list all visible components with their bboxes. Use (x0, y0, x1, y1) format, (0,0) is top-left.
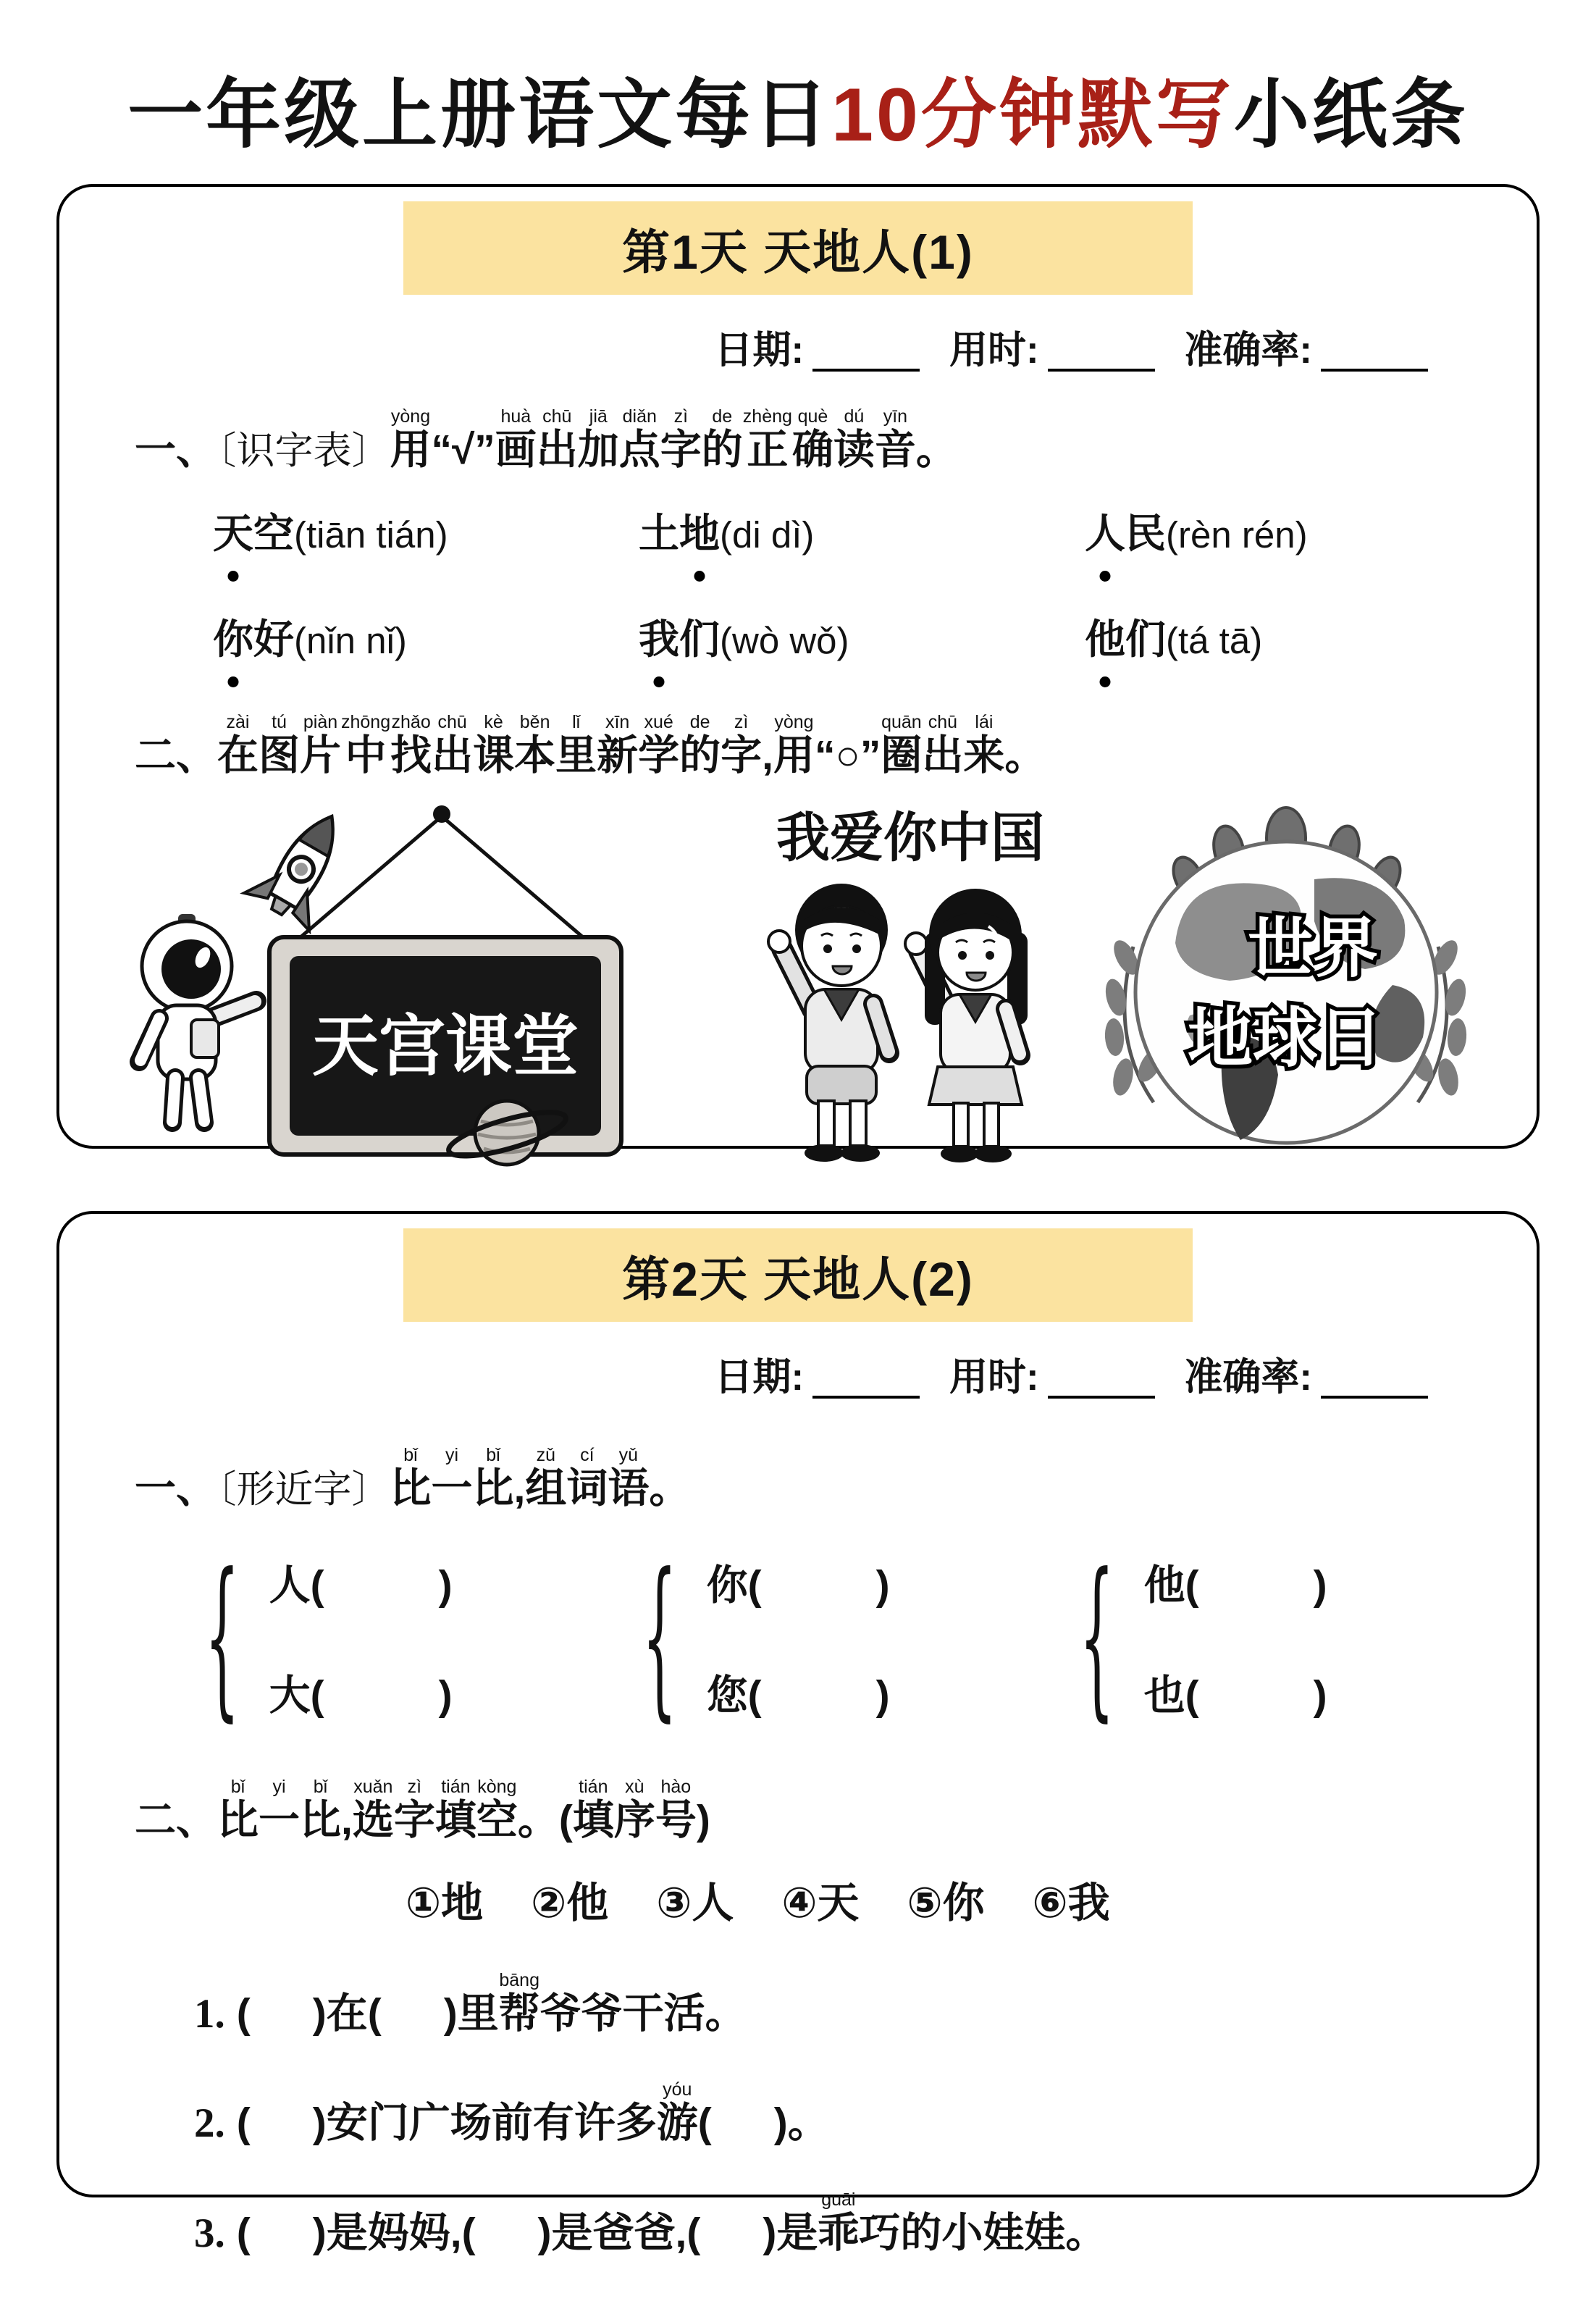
choice-item: ④天 (781, 1880, 860, 1927)
day2-section1-heading (135, 1446, 1537, 1513)
paren-open: ( (461, 2209, 476, 2256)
brace-glyph: { (1079, 1536, 1114, 1737)
word-item (213, 502, 639, 560)
paren-open: ( (236, 1990, 251, 2037)
period: 。 (517, 1796, 559, 1843)
word-item (1085, 502, 1537, 560)
sentence-2 (194, 2081, 1537, 2148)
hanzi: 我 (639, 608, 679, 666)
paren-open: ( (747, 1562, 762, 1609)
page-title-part2: 小纸条 (1233, 73, 1469, 157)
day2-choice-row (406, 1869, 1537, 1929)
paren-open: ( (747, 1672, 762, 1719)
paren-close: ) (875, 1562, 890, 1609)
word-item (213, 608, 639, 666)
hanzi: 民 (1125, 510, 1166, 556)
comma: , (341, 1796, 353, 1843)
hanzi: 人 (269, 1562, 311, 1609)
paren-close: ) (696, 1796, 710, 1843)
ruby-text: 帮bāng (498, 1970, 540, 2037)
section-number: 一、 (135, 1465, 217, 1512)
sentence-number: 3. (194, 2210, 225, 2256)
day2-compare-pairs (194, 1536, 1537, 1737)
girl-figure (905, 889, 1028, 1162)
check-mark: “√” (431, 427, 495, 473)
comma: , (513, 1465, 526, 1512)
accuracy-label: 准确率: (1184, 329, 1312, 372)
word-item (1085, 608, 1537, 666)
hanzi: 您 (706, 1672, 748, 1719)
ruby-text: 乖guāi (818, 2189, 860, 2256)
blackboard-text: 天宫课堂 (311, 1010, 579, 1084)
sentence-1 (194, 1971, 1537, 2039)
hanzi: 也 (1143, 1672, 1185, 1719)
date-blank (812, 1359, 920, 1399)
paren-open: ( (697, 2100, 712, 2147)
i-love-china-illustration (751, 798, 1070, 1171)
ruby-text: 比bǐ一yi比bǐ (390, 1445, 514, 1512)
hanzi: 们 (1125, 616, 1166, 662)
paren-open: ( (1185, 1562, 1199, 1609)
time-label: 用时: (949, 1356, 1039, 1399)
hanzi: 你 (706, 1562, 748, 1609)
paren-open: ( (236, 2100, 251, 2147)
time-blank (1048, 1359, 1155, 1399)
pinyin-options: (tá tā) (1166, 619, 1263, 661)
choice-item: ②他 (531, 1880, 609, 1927)
pinyin-options: (di dì) (720, 514, 815, 556)
day1-picture-row (101, 798, 1490, 1171)
paren-close: ) (438, 1562, 453, 1609)
accuracy-blank (1321, 1359, 1428, 1399)
paren-open: ( (310, 1672, 324, 1719)
sentence-text: 里 (457, 1990, 499, 2037)
pinyin-options: (tiān tián) (294, 514, 448, 556)
day2-card (56, 1211, 1540, 2256)
section-number: 一、 (135, 427, 217, 473)
pinyin-options: (wò wǒ) (720, 619, 849, 661)
sentence-number: 1. (194, 1991, 225, 2037)
hanzi: 空 (253, 510, 294, 556)
paren-open: ( (367, 1990, 382, 2037)
svg-text:地球日: 地球日 (1188, 1002, 1383, 1076)
sentence-text: 。 (787, 2100, 829, 2147)
hanzi: 他 (1143, 1562, 1185, 1609)
period: 。 (649, 1465, 691, 1512)
choice-item: ③人 (656, 1880, 734, 1927)
ruby-text: 比bǐ一yi比bǐ (217, 1776, 341, 1843)
ruby-text: 用yòng (390, 406, 432, 473)
day2-dateline (59, 1346, 1428, 1401)
boy-figure (768, 884, 889, 1162)
hanzi: 地 (679, 502, 720, 560)
ruby-text: 画huà出chū加jiā点diǎn字zì的de正zhèng确què读dú音yīn (495, 406, 916, 473)
pinyin-options: (nǐn nǐ) (294, 619, 407, 661)
sentence-text: 巧的小娃娃。 (859, 2209, 1107, 2256)
ruby-text: 游yóu (656, 2079, 698, 2147)
pair-group (194, 1536, 631, 1737)
ruby-text: 选xuǎn字zì填tián空kòng (352, 1776, 518, 1843)
ruby-text: 用yòng (773, 711, 815, 779)
sentence-text: 是妈妈, (326, 2209, 462, 2256)
paren-close: ) (773, 2100, 788, 2147)
paren-close: ) (875, 1672, 890, 1719)
hanzi: 大 (269, 1672, 311, 1719)
day1-dateline (59, 319, 1428, 374)
sentence-text: 安门广场前有许多 (326, 2100, 657, 2147)
hanzi: 土 (639, 510, 679, 556)
svg-text:世界: 世界 (1248, 913, 1378, 986)
date-label: 日期: (714, 1356, 805, 1399)
astronaut (139, 914, 256, 1123)
hanzi: 好 (253, 616, 294, 662)
sentence-text: 是爸爸, (551, 2209, 687, 2256)
sentence-3 (194, 2191, 1537, 2258)
paren-close: ) (1313, 1562, 1327, 1609)
day1-section1-heading (135, 408, 1537, 474)
sentence-text: 在 (326, 1990, 368, 2037)
paren-open: ( (310, 1562, 324, 1609)
paren-open: ( (686, 2209, 701, 2256)
choice-item: ⑥我 (1032, 1880, 1110, 1927)
period: 。 (915, 427, 957, 473)
paren-open: ( (558, 1796, 573, 1843)
section-number: 二、 (135, 732, 217, 779)
brace-glyph: { (642, 1536, 677, 1737)
ruby-text: 圈quān出chū来lái (881, 711, 1005, 779)
hanzi: 天 (213, 502, 253, 560)
paren-open: ( (1185, 1672, 1199, 1719)
sentence-text: 爷爷干活。 (539, 1990, 747, 2037)
pair-group (1069, 1536, 1327, 1737)
paren-close: ) (438, 1672, 453, 1719)
choice-item: ⑤你 (907, 1880, 985, 1927)
page-title (0, 54, 1596, 162)
paren-close: ) (537, 2209, 552, 2256)
page-title-highlight: 10分钟默写 (831, 73, 1234, 157)
paren-close: ) (312, 2100, 327, 2147)
slogan-text: 我爱你中国 (776, 808, 1044, 868)
accuracy-blank (1321, 332, 1428, 372)
paren-close: ) (763, 2209, 777, 2256)
hook-dot (433, 805, 450, 823)
ruby-text: 组zǔ词cí语yǔ (525, 1445, 650, 1512)
day1-banner: 第1天 天地人(1) (403, 201, 1193, 295)
blackboard (269, 937, 621, 1154)
brace-glyph: { (204, 1536, 240, 1737)
day2-section2-heading (135, 1778, 1537, 1845)
hanzi: 他 (1085, 608, 1125, 666)
paren-open: ( (236, 2209, 251, 2256)
paren-close: ) (312, 1990, 327, 2037)
accuracy-label: 准确率: (1184, 1356, 1312, 1399)
comma: , (762, 732, 773, 779)
section-number: 二、 (135, 1796, 217, 1843)
period: 。 (1004, 732, 1046, 779)
day1-word-grid (213, 502, 1537, 666)
word-item (639, 502, 1085, 560)
page-title-part1: 一年级上册语文每日 (127, 73, 832, 157)
paren-close: ) (443, 1990, 458, 2037)
pair-group (631, 1536, 1069, 1737)
ruby-text: 在zài图tú片piàn中zhōng找zhǎo出chū课kè本běn里lǐ新xīn学xué的de字zì (217, 711, 763, 779)
hanzi: 人 (1085, 502, 1125, 560)
date-blank (812, 332, 920, 372)
hanzi: 你 (213, 608, 253, 666)
earth-day-illustration (1081, 798, 1490, 1171)
hanzi: 们 (679, 616, 720, 662)
section-tag: 〔识字表〕 (217, 429, 390, 472)
time-label: 用时: (949, 329, 1039, 372)
circle-mark: “○” (814, 732, 881, 779)
paren-close: ) (1313, 1672, 1327, 1719)
date-label: 日期: (714, 329, 805, 372)
sentence-number: 2. (194, 2100, 225, 2147)
day1-section2-heading (135, 713, 1537, 780)
paren-close: ) (312, 2209, 327, 2256)
rocket-icon (244, 798, 364, 931)
choice-item: ①地 (406, 1880, 484, 1927)
day1-card (56, 184, 1540, 1149)
time-blank (1048, 332, 1155, 372)
pinyin-options: (rèn rén) (1166, 514, 1308, 556)
sentence-text: 是 (776, 2209, 818, 2256)
day2-banner: 第2天 天地人(2) (403, 1228, 1193, 1322)
word-item (639, 608, 1085, 666)
section-tag: 〔形近字〕 (217, 1468, 390, 1511)
tiangong-classroom-illustration (101, 798, 739, 1171)
ruby-text: 填tián序xù号hào (572, 1776, 697, 1843)
